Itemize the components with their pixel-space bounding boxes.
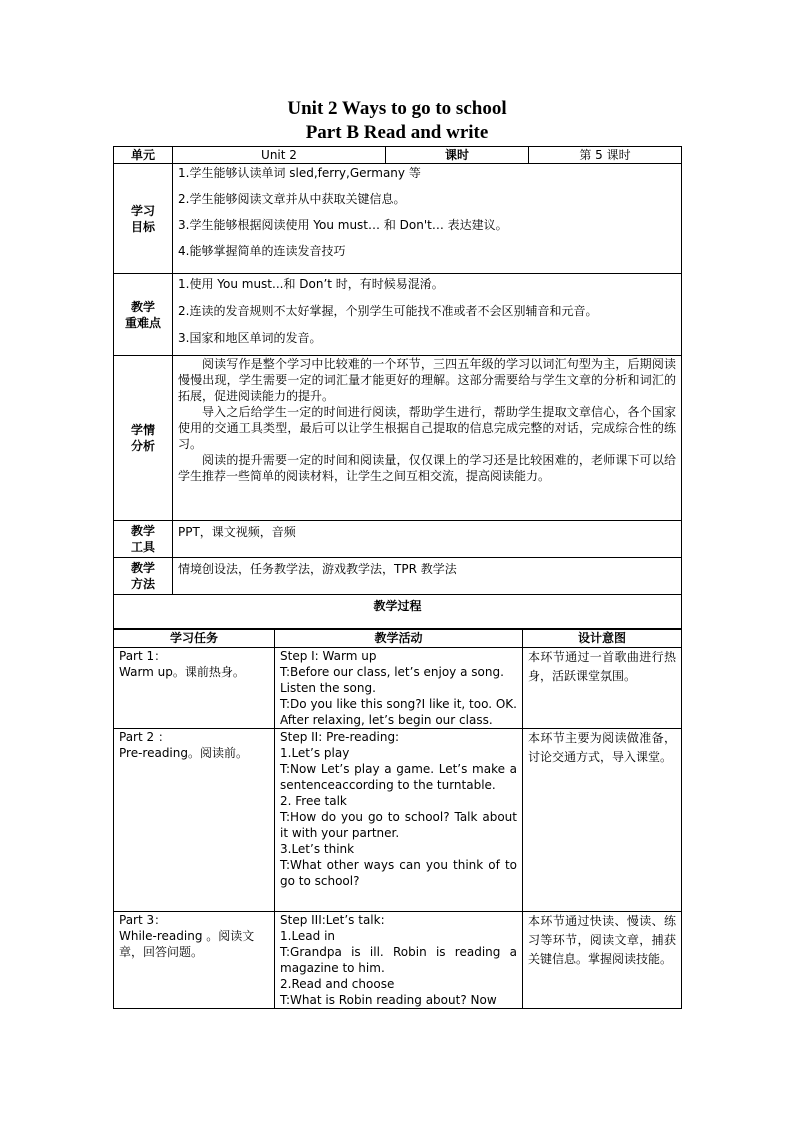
activity-line: 2.Read and choose bbox=[280, 977, 395, 991]
activity-cell bbox=[275, 912, 523, 1009]
activity-line: 1.Lead in bbox=[280, 929, 336, 943]
column-header-task: 学习任务 bbox=[114, 630, 275, 648]
analysis-paragraph: 阅读写作是整个学习中比较难的一个环节，三四五年级的学习以词汇句型为主，后期阅读慢慢出现，学生需要一定的词汇量才能更好的理解。这部分需要给与学生文章的分析和词汇的拓展，促进阅读能力的提升。 bbox=[178, 357, 676, 403]
difficulties-content bbox=[173, 274, 682, 356]
analysis-paragraph: 阅读的提升需要一定的时间和阅读量，仅仅课上的学习还是比较困难的，老师课下可以给学生推荐一些简单的阅读材料，让学生之间互相交流，提高阅读能力。 bbox=[178, 453, 676, 483]
difficulty-item: 1.使用 You must...和 Don’t 时，有时候易混淆。 bbox=[178, 277, 444, 291]
activity-line: T:What is Robin reading about? Now bbox=[280, 993, 497, 1007]
intent-cell: 本环节通过快读、慢读、练习等环节，阅读文章，捕获关键信息。掌握阅读技能。 bbox=[523, 912, 682, 1009]
methods-value: 情境创设法，任务教学法，游戏教学法，TPR 教学法 bbox=[173, 558, 682, 595]
activity-line: 3.Let’s think bbox=[280, 842, 355, 856]
task-name: Pre-reading。阅读前。 bbox=[119, 746, 248, 760]
tools-label: 教学 工具 bbox=[114, 521, 173, 558]
objective-item: 1.学生能够认读单词 sled,ferry,Germany 等 bbox=[178, 166, 421, 180]
task-name: While-reading 。阅读文章，回答问题。 bbox=[119, 929, 255, 959]
process-table bbox=[113, 629, 682, 1009]
task-cell bbox=[114, 648, 275, 729]
unit-value: Unit 2 bbox=[173, 147, 386, 164]
process-heading: 教学过程 bbox=[114, 595, 682, 629]
objective-item: 4.能够掌握简单的连读发音技巧 bbox=[178, 244, 346, 258]
lesson-info-table bbox=[113, 146, 682, 629]
activity-cell bbox=[275, 729, 523, 912]
task-part: Part 3： bbox=[119, 913, 167, 927]
title-line2: Part B Read and write bbox=[305, 122, 489, 143]
objective-item: 2.学生能够阅读文章并从中获取关键信息。 bbox=[178, 192, 406, 206]
methods-label: 教学 方法 bbox=[114, 558, 173, 595]
activity-line: Step I: Warm up bbox=[280, 649, 377, 663]
unit-label: 单元 bbox=[114, 147, 173, 164]
column-header-activity: 教学活动 bbox=[275, 630, 523, 648]
task-cell bbox=[114, 729, 275, 912]
activity-line: Listen the song. bbox=[280, 681, 376, 695]
activity-line: 1.Let’s play bbox=[280, 746, 350, 760]
objectives-content bbox=[173, 164, 682, 274]
activity-line: 2. Free talk bbox=[280, 794, 347, 808]
activity-line: T:What other ways can you think of to go to school? bbox=[280, 858, 517, 888]
activity-line: T:Grandpa is ill. Robin is reading a magazine to him. bbox=[280, 945, 517, 975]
objective-item: 3.学生能够根据阅读使用 You must… 和 Don't… 表达建议。 bbox=[178, 218, 508, 232]
intent-cell: 本环节通过一首歌曲进行热身，活跃课堂氛围。 bbox=[523, 648, 682, 729]
analysis-content bbox=[173, 356, 682, 521]
difficulties-label: 教学 重难点 bbox=[114, 274, 173, 356]
task-cell bbox=[114, 912, 275, 1009]
table-row bbox=[114, 729, 682, 912]
period-value: 第 5 课时 bbox=[529, 147, 682, 164]
activity-line: Step III:Let’s talk: bbox=[280, 913, 385, 927]
activity-line: Step II: Pre-reading: bbox=[280, 730, 400, 744]
task-part: Part 2 ： bbox=[119, 730, 170, 744]
analysis-paragraph: 导入之后给学生一定的时间进行阅读，帮助学生进行，帮助学生提取文章信心，各个国家使用的交通工具类型，最后可以让学生根据自己提取的信息完成完整的对话，完成综合性的练习。 bbox=[178, 405, 676, 451]
activity-line: T:Now Let’s play a game. Let’s make a sentenceaccording to the turntable. bbox=[280, 762, 517, 792]
table-row bbox=[114, 648, 682, 729]
period-label: 课时 bbox=[386, 147, 529, 164]
activity-line: T:How do you go to school? Talk about it with your partner. bbox=[280, 810, 517, 840]
title-line1: Unit 2 Ways to go to school bbox=[287, 98, 507, 119]
difficulty-item: 3.国家和地区单词的发音。 bbox=[178, 331, 322, 345]
task-name: Warm up。课前热身。 bbox=[119, 665, 245, 679]
tools-value: PPT，课文视频，音频 bbox=[173, 521, 682, 558]
column-header-intent: 设计意图 bbox=[523, 630, 682, 648]
activity-line: T:Do you like this song?I like it, too. OK. After relaxing, let’s begin our class. bbox=[280, 697, 517, 727]
activity-line: T:Before our class, let’s enjoy a song. bbox=[280, 665, 504, 679]
activity-cell bbox=[275, 648, 523, 729]
difficulty-item: 2.连读的发音规则不太好掌握，个别学生可能找不准或者不会区别辅音和元音。 bbox=[178, 304, 598, 318]
analysis-label: 学情 分析 bbox=[114, 356, 173, 521]
intent-cell: 本环节主要为阅读做准备，讨论交通方式，导入课堂。 bbox=[523, 729, 682, 912]
objectives-label: 学习 目标 bbox=[114, 164, 173, 274]
task-part: Part 1： bbox=[119, 649, 167, 663]
table-row bbox=[114, 912, 682, 1009]
